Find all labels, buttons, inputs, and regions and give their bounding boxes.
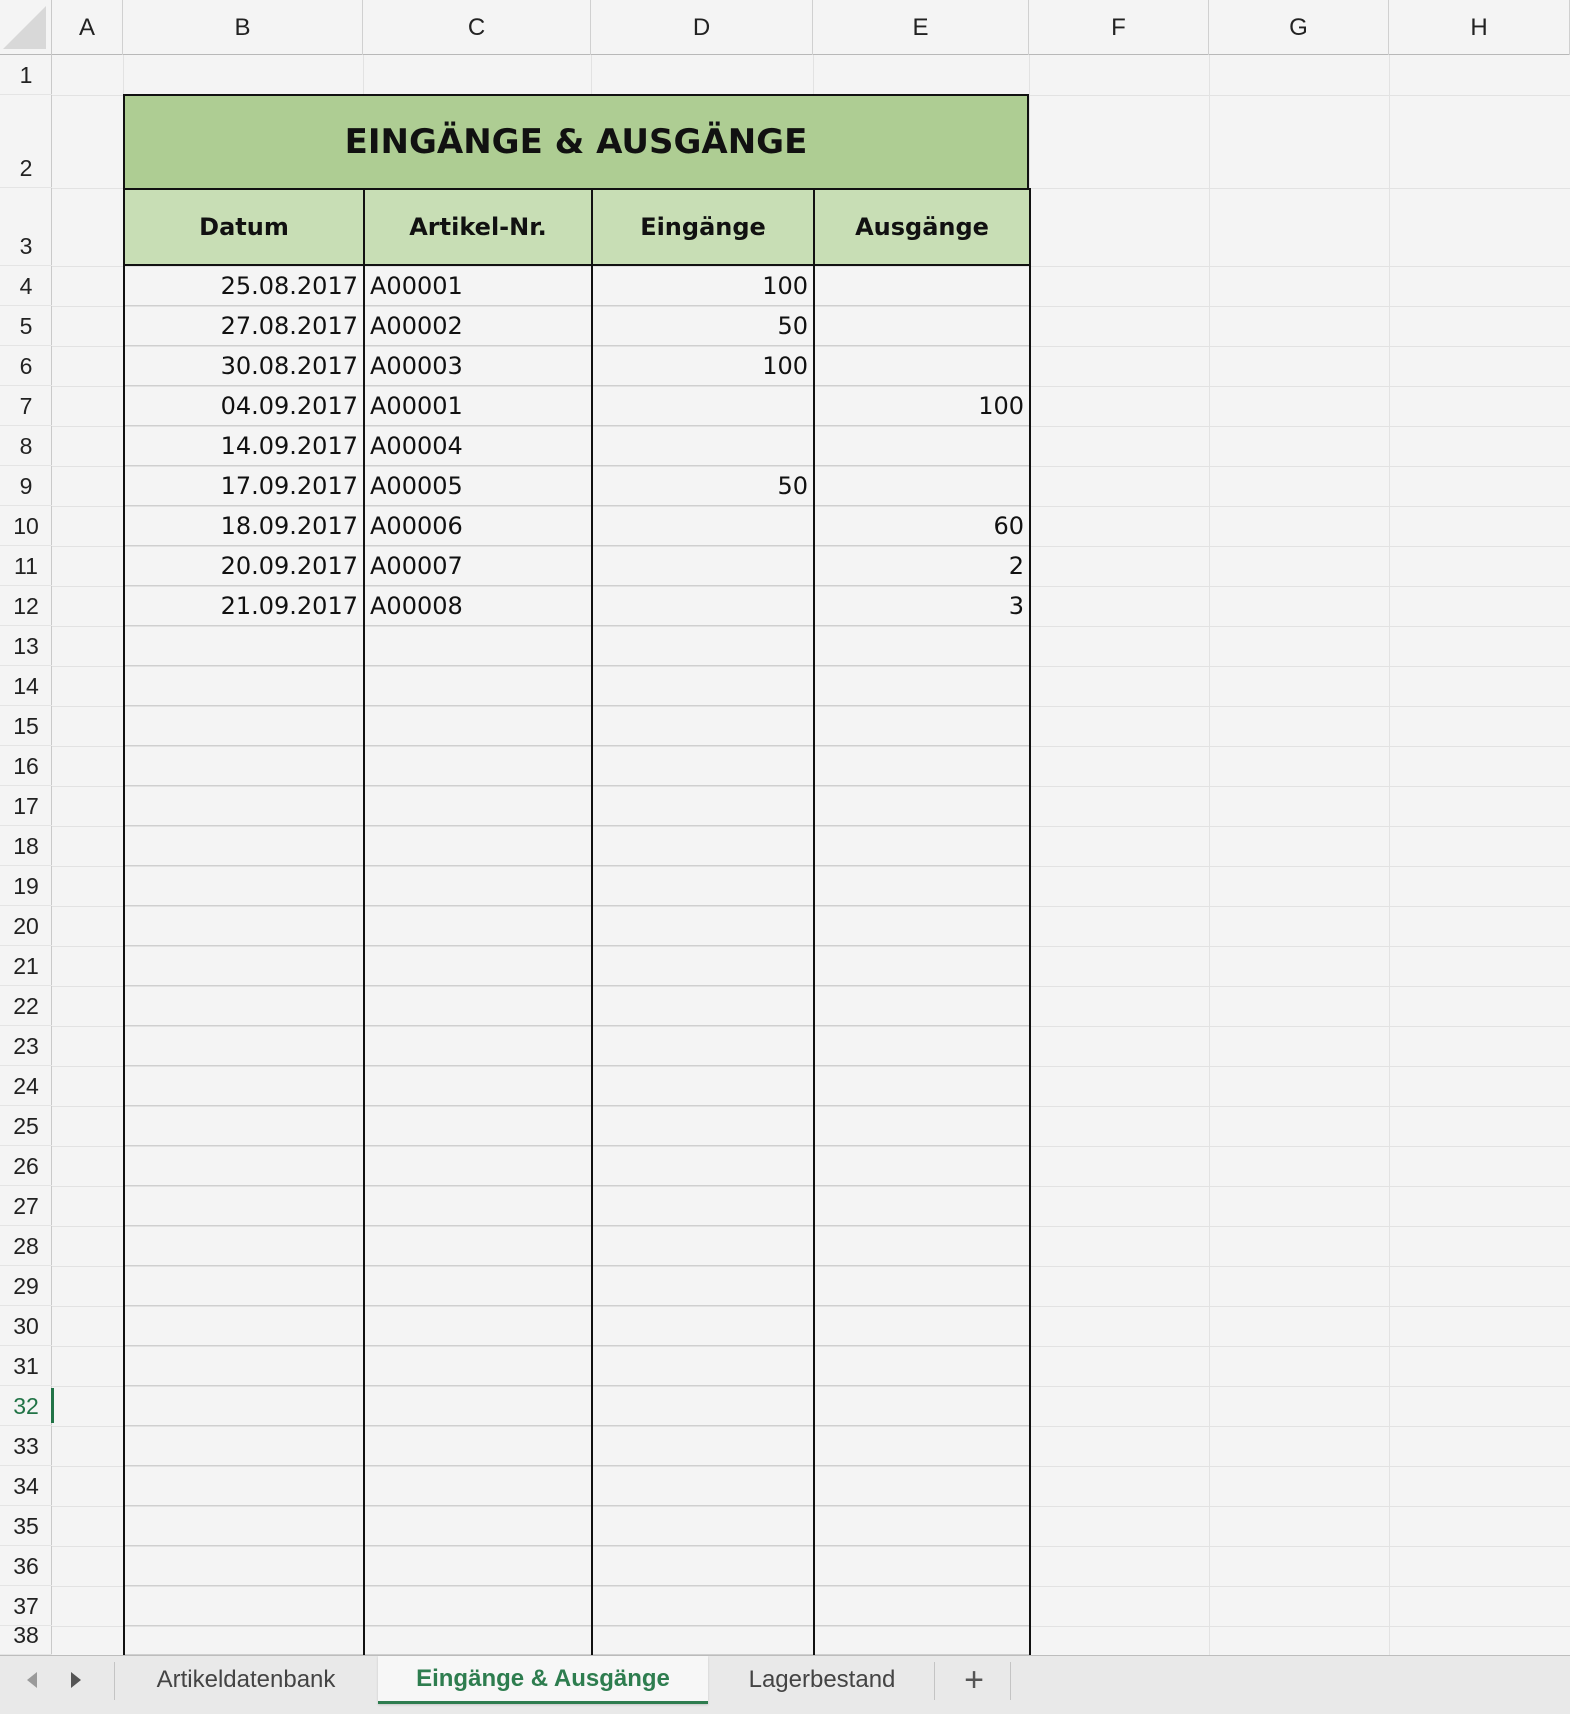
column-header-e[interactable]: E [813, 0, 1029, 55]
row-header-7[interactable]: 7 [0, 386, 52, 426]
cell-ausgaenge[interactable] [815, 306, 1029, 346]
empty-cell[interactable] [593, 826, 813, 866]
empty-cell[interactable] [593, 1226, 813, 1266]
empty-cell[interactable] [593, 1546, 813, 1586]
empty-cell[interactable] [815, 1306, 1029, 1346]
empty-cell[interactable] [365, 1066, 591, 1106]
scroll-tabs-left-button[interactable] [20, 1668, 44, 1692]
column-header-b[interactable]: B [123, 0, 363, 55]
cell-ausgaenge[interactable]: 60 [815, 506, 1029, 546]
empty-cell[interactable] [365, 1346, 591, 1386]
header-eingaenge[interactable]: Eingänge [591, 188, 815, 266]
empty-cell[interactable] [815, 1426, 1029, 1466]
cell-ausgaenge[interactable]: 100 [815, 386, 1029, 426]
empty-cell[interactable] [815, 1506, 1029, 1546]
empty-cell[interactable] [593, 626, 813, 666]
cell-datum[interactable]: 27.08.2017 [125, 306, 363, 346]
cell-ausgaenge[interactable] [815, 466, 1029, 506]
empty-cell[interactable] [815, 1186, 1029, 1226]
empty-cell[interactable] [815, 666, 1029, 706]
cell-datum[interactable]: 21.09.2017 [125, 586, 363, 626]
row-header-9[interactable]: 9 [0, 466, 52, 506]
empty-cell[interactable] [815, 706, 1029, 746]
tab-separator [934, 1662, 935, 1700]
empty-cell[interactable] [365, 1026, 591, 1066]
empty-cell[interactable] [125, 1306, 363, 1346]
cell-datum[interactable]: 18.09.2017 [125, 506, 363, 546]
empty-cell[interactable] [815, 1346, 1029, 1386]
tab-separator [1010, 1662, 1011, 1700]
empty-cell[interactable] [593, 906, 813, 946]
empty-cell[interactable] [593, 746, 813, 786]
cell-eingaenge[interactable]: 100 [593, 266, 813, 306]
empty-cell[interactable] [593, 1466, 813, 1506]
empty-cell[interactable] [815, 786, 1029, 826]
empty-cell[interactable] [593, 786, 813, 826]
empty-cell[interactable] [593, 1146, 813, 1186]
empty-cell[interactable] [365, 626, 591, 666]
empty-cell[interactable] [365, 666, 591, 706]
empty-cell[interactable] [365, 1226, 591, 1266]
row-header-3[interactable]: 3 [0, 188, 52, 266]
row-header-31[interactable]: 31 [0, 1346, 52, 1386]
row-header-18[interactable]: 18 [0, 826, 52, 866]
gridline-vertical [1209, 55, 1210, 1655]
empty-cell[interactable] [365, 1186, 591, 1226]
row-header-36[interactable]: 36 [0, 1546, 52, 1586]
empty-cell[interactable] [365, 1106, 591, 1146]
row-header-30[interactable]: 30 [0, 1306, 52, 1346]
row-header-12[interactable]: 12 [0, 586, 52, 626]
empty-cell[interactable] [125, 626, 363, 666]
empty-cell[interactable] [815, 1266, 1029, 1306]
row-header-19[interactable]: 19 [0, 866, 52, 906]
row-header-34[interactable]: 34 [0, 1466, 52, 1506]
empty-cell[interactable] [125, 1066, 363, 1106]
row-header-1[interactable]: 1 [0, 55, 52, 95]
empty-cell[interactable] [593, 1346, 813, 1386]
empty-cell[interactable] [125, 1466, 363, 1506]
cell-artikel-nr[interactable]: A00001 [365, 266, 591, 306]
empty-cell[interactable] [125, 826, 363, 866]
empty-cell[interactable] [125, 1266, 363, 1306]
empty-cell[interactable] [815, 986, 1029, 1026]
table-border-vertical [363, 188, 365, 1655]
cell-ausgaenge[interactable]: 3 [815, 586, 1029, 626]
empty-cell[interactable] [125, 946, 363, 986]
empty-cell[interactable] [125, 1226, 363, 1266]
row-header-13[interactable]: 13 [0, 626, 52, 666]
empty-cell[interactable] [365, 1626, 591, 1655]
select-all-icon [0, 0, 52, 55]
empty-cell[interactable] [593, 666, 813, 706]
empty-cell[interactable] [365, 906, 591, 946]
cell-artikel-nr[interactable]: A00004 [365, 426, 591, 466]
empty-cell[interactable] [815, 906, 1029, 946]
empty-cell[interactable] [815, 1626, 1029, 1655]
cell-eingaenge[interactable] [593, 546, 813, 586]
empty-cell[interactable] [365, 1266, 591, 1306]
empty-cell[interactable] [125, 1586, 363, 1626]
cell-datum[interactable]: 25.08.2017 [125, 266, 363, 306]
row-header-27[interactable]: 27 [0, 1186, 52, 1226]
empty-cell[interactable] [365, 746, 591, 786]
cell-datum[interactable]: 04.09.2017 [125, 386, 363, 426]
column-header-g[interactable]: G [1209, 0, 1389, 55]
scroll-tabs-right-button[interactable] [64, 1668, 88, 1692]
tab-lagerbestand[interactable]: Lagerbestand [748, 1666, 896, 1693]
table-border-vertical [1029, 188, 1031, 1655]
empty-cell[interactable] [125, 1546, 363, 1586]
empty-cell[interactable] [125, 1346, 363, 1386]
empty-cell[interactable] [365, 1386, 591, 1426]
row-header-6[interactable]: 6 [0, 346, 52, 386]
empty-cell[interactable] [815, 866, 1029, 906]
row-header-25[interactable]: 25 [0, 1106, 52, 1146]
empty-cell[interactable] [365, 1546, 591, 1586]
table-title[interactable]: EINGÄNGE & AUSGÄNGE [123, 94, 1029, 190]
column-header-h[interactable]: H [1389, 0, 1570, 55]
cell-eingaenge[interactable] [593, 506, 813, 546]
header-artikel-nr[interactable]: Artikel-Nr. [363, 188, 593, 266]
cell-datum[interactable]: 20.09.2017 [125, 546, 363, 586]
column-header-a[interactable]: A [52, 0, 123, 55]
cell-eingaenge[interactable] [593, 426, 813, 466]
column-header-f[interactable]: F [1029, 0, 1209, 55]
add-sheet-button[interactable]: + [964, 1660, 984, 1699]
row-header-33[interactable]: 33 [0, 1426, 52, 1466]
empty-cell[interactable] [815, 626, 1029, 666]
cell-eingaenge[interactable]: 50 [593, 466, 813, 506]
row-header-21[interactable]: 21 [0, 946, 52, 986]
empty-cell[interactable] [815, 1466, 1029, 1506]
tab-separator [114, 1662, 115, 1700]
row-header-23[interactable]: 23 [0, 1026, 52, 1066]
empty-cell[interactable] [125, 1106, 363, 1146]
header-ausgaenge[interactable]: Ausgänge [813, 188, 1031, 266]
row-header-4[interactable]: 4 [0, 266, 52, 306]
empty-cell[interactable] [815, 1226, 1029, 1266]
empty-cell[interactable] [593, 1306, 813, 1346]
empty-cell[interactable] [125, 1626, 363, 1655]
row-header-8[interactable]: 8 [0, 426, 52, 466]
row-header-15[interactable]: 15 [0, 706, 52, 746]
empty-cell[interactable] [815, 946, 1029, 986]
row-header-26[interactable]: 26 [0, 1146, 52, 1186]
row-header-28[interactable]: 28 [0, 1226, 52, 1266]
cell-datum[interactable]: 30.08.2017 [125, 346, 363, 386]
chevron-left-icon [24, 1670, 40, 1690]
empty-cell[interactable] [815, 1146, 1029, 1186]
empty-cell[interactable] [365, 1146, 591, 1186]
row-header-24[interactable]: 24 [0, 1066, 52, 1106]
empty-cell[interactable] [815, 1586, 1029, 1626]
empty-cell[interactable] [365, 1466, 591, 1506]
select-all-corner[interactable] [0, 0, 52, 55]
empty-cell[interactable] [365, 946, 591, 986]
empty-cell[interactable] [593, 1066, 813, 1106]
cell-datum[interactable]: 14.09.2017 [125, 426, 363, 466]
cell-datum[interactable]: 17.09.2017 [125, 466, 363, 506]
empty-cell[interactable] [815, 1026, 1029, 1066]
cell-ausgaenge[interactable]: 2 [815, 546, 1029, 586]
row-header-29[interactable]: 29 [0, 1266, 52, 1306]
cell-artikel-nr[interactable]: A00008 [365, 586, 591, 626]
cell-ausgaenge[interactable] [815, 266, 1029, 306]
row-header-2[interactable]: 2 [0, 95, 52, 188]
empty-cell[interactable] [593, 1026, 813, 1066]
row-header-17[interactable]: 17 [0, 786, 52, 826]
empty-cell[interactable] [125, 746, 363, 786]
table-border-vertical [813, 188, 815, 1655]
empty-cell[interactable] [365, 1426, 591, 1466]
row-header-35[interactable]: 35 [0, 1506, 52, 1546]
empty-cell[interactable] [593, 986, 813, 1026]
empty-cell[interactable] [815, 1066, 1029, 1106]
empty-cell[interactable] [593, 1266, 813, 1306]
column-header-c[interactable]: C [363, 0, 591, 55]
cell-artikel-nr[interactable]: A00007 [365, 546, 591, 586]
empty-cell[interactable] [365, 1306, 591, 1346]
empty-cell[interactable] [125, 706, 363, 746]
row-header-38[interactable]: 38 [0, 1626, 52, 1655]
empty-cell[interactable] [593, 866, 813, 906]
empty-cell[interactable] [125, 1426, 363, 1466]
row-header-32[interactable]: 32 [0, 1386, 52, 1426]
empty-cell[interactable] [125, 1146, 363, 1186]
table-border-vertical [123, 188, 125, 1655]
empty-cell[interactable] [125, 986, 363, 1026]
cell-artikel-nr[interactable]: A00006 [365, 506, 591, 546]
cell-artikel-nr[interactable]: A00001 [365, 386, 591, 426]
sheet-tab-bar [0, 1655, 1570, 1714]
table-border-vertical [591, 188, 593, 1655]
empty-cell[interactable] [815, 826, 1029, 866]
cell-eingaenge[interactable]: 50 [593, 306, 813, 346]
cell-artikel-nr[interactable]: A00002 [365, 306, 591, 346]
empty-cell[interactable] [365, 1506, 591, 1546]
tab-eingaenge-ausgaenge[interactable]: Eingänge & Ausgänge [378, 1656, 708, 1704]
cell-artikel-nr[interactable]: A00003 [365, 346, 591, 386]
empty-cell[interactable] [125, 666, 363, 706]
empty-cell[interactable] [593, 706, 813, 746]
empty-cell[interactable] [365, 706, 591, 746]
empty-cell[interactable] [125, 786, 363, 826]
empty-cell[interactable] [365, 786, 591, 826]
empty-cell[interactable] [125, 1026, 363, 1066]
empty-cell[interactable] [125, 866, 363, 906]
chevron-right-icon [68, 1670, 84, 1690]
row-header-5[interactable]: 5 [0, 306, 52, 346]
empty-cell[interactable] [593, 1106, 813, 1146]
empty-cell[interactable] [365, 1586, 591, 1626]
empty-cell[interactable] [593, 1626, 813, 1655]
empty-cell[interactable] [593, 946, 813, 986]
empty-cell[interactable] [365, 866, 591, 906]
empty-cell[interactable] [593, 1506, 813, 1546]
empty-cell[interactable] [365, 826, 591, 866]
gridline-vertical [1389, 55, 1390, 1655]
empty-cell[interactable] [593, 1386, 813, 1426]
cell-eingaenge[interactable]: 100 [593, 346, 813, 386]
empty-cell[interactable] [593, 1186, 813, 1226]
empty-cell[interactable] [593, 1586, 813, 1626]
empty-cell[interactable] [365, 986, 591, 1026]
header-datum[interactable]: Datum [123, 188, 365, 266]
empty-cell[interactable] [593, 1426, 813, 1466]
empty-cell[interactable] [815, 746, 1029, 786]
row-header-11[interactable]: 11 [0, 546, 52, 586]
empty-cell[interactable] [815, 1386, 1029, 1426]
empty-cell[interactable] [125, 1386, 363, 1426]
row-header-37[interactable]: 37 [0, 1586, 52, 1626]
column-header-d[interactable]: D [591, 0, 813, 55]
row-header-14[interactable]: 14 [0, 666, 52, 706]
row-header-16[interactable]: 16 [0, 746, 52, 786]
empty-cell[interactable] [125, 1186, 363, 1226]
cell-ausgaenge[interactable] [815, 426, 1029, 466]
cell-eingaenge[interactable] [593, 586, 813, 626]
row-header-10[interactable]: 10 [0, 506, 52, 546]
tab-artikeldatenbank[interactable]: Artikeldatenbank [156, 1666, 336, 1693]
empty-cell[interactable] [125, 906, 363, 946]
cell-eingaenge[interactable] [593, 386, 813, 426]
empty-cell[interactable] [815, 1106, 1029, 1146]
cell-artikel-nr[interactable]: A00005 [365, 466, 591, 506]
row-header-22[interactable]: 22 [0, 986, 52, 1026]
empty-cell[interactable] [815, 1546, 1029, 1586]
empty-cell[interactable] [125, 1506, 363, 1546]
row-header-20[interactable]: 20 [0, 906, 52, 946]
cell-ausgaenge[interactable] [815, 346, 1029, 386]
